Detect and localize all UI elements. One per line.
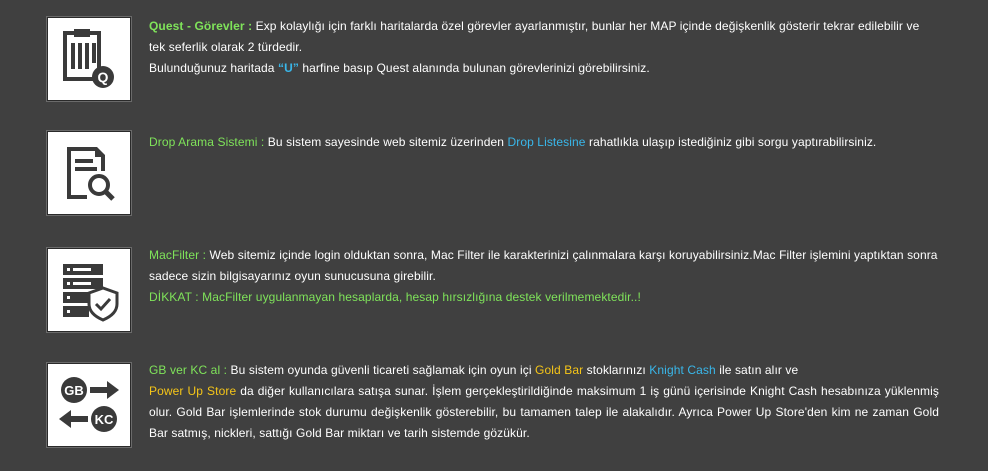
- drop-description: [149, 132, 939, 153]
- kc-label: KC: [94, 412, 114, 427]
- macfilter-warning: DİKKAT : MacFilter uygulanmayan hesaplarda, hesap hırsızlığına destek verilmemektedir..!: [149, 290, 641, 304]
- macfilter-text: Web sitemiz içinde login olduktan sonra, Mac Filter ile karakterinizi çalınmalara karşı koruyabilirsiniz.Mac Filter işlemini yaptıktan sonra sadece sizin bilgisayarınız oyun sunucusuna girebilir.: [149, 248, 938, 283]
- quest-text-3: harfine basıp Quest alanında bulunan görevlerinizi görebilirsiniz.: [298, 61, 650, 75]
- svg-text:Q: Q: [97, 69, 109, 85]
- document-search-icon: [57, 141, 121, 205]
- gbkc-text-4: da diğer kullanıcılara satışa sunar. İşlem gerçekleştirildiğinde maksimum 1 iş günü içerisinde Knight Cash hesabınıza yüklenmiş olur. Gold Bar işlemlerinde stok durumu değişkenlik gösterebilir, bu tamamen talep ile alakalıdır. Ayrıca Power Up Store'den kim ne zaman Gold Bar satmış, nickleri, sattığı Gold Bar miktarı ve tarih sistemde gözükür.: [149, 384, 939, 440]
- drop-list-link[interactable]: Drop Listesine: [507, 135, 586, 149]
- gbkc-description: [149, 360, 939, 444]
- drop-text-2: rahatlıkla ulaşıp istediğiniz gibi sorgu yaptırabilirsiniz.: [585, 135, 877, 149]
- quest-icon-box: [47, 17, 131, 101]
- drop-icon-box: [47, 131, 131, 215]
- quest-text: Exp kolaylığı için farklı haritalarda özel görevler ayarlanmıştır, bunlar her MAP içinde değişkenlik gösterir tekrar edilebilir ve tek seferlik olarak 2 türdedir.: [149, 19, 920, 54]
- knight-cash-label: Knight Cash: [649, 363, 716, 377]
- quest-description: [149, 16, 939, 79]
- server-shield-icon: [57, 258, 121, 322]
- gbkc-text-3: ile satın alır ve: [715, 363, 799, 377]
- drop-title: Drop Arama Sistemi :: [149, 135, 265, 149]
- drop-text-1: Bu sistem sayesinde web sitemiz üzerinden: [264, 135, 508, 149]
- quest-key: “U”: [277, 61, 299, 75]
- clipboard-q-icon: [57, 27, 121, 91]
- gb-label: GB: [64, 383, 84, 398]
- gb-kc-exchange-icon: [57, 373, 121, 437]
- macfilter-icon-box: [47, 248, 131, 332]
- gbkc-title: GB ver KC al :: [149, 363, 228, 377]
- power-up-store-label: Power Up Store: [149, 384, 237, 398]
- gbkc-text-2: stoklarınızı: [583, 363, 650, 377]
- quest-text-2: Bulunduğunuz haritada: [149, 61, 278, 75]
- macfilter-title: MacFilter :: [149, 248, 207, 262]
- gbkc-icon-box: [47, 363, 131, 447]
- gold-bar-label: Gold Bar: [535, 363, 584, 377]
- macfilter-description: [149, 245, 939, 308]
- gbkc-text-1: Bu sistem oyunda güvenli ticareti sağlamak için oyun içi: [227, 363, 536, 377]
- quest-title: Quest - Görevler :: [149, 19, 253, 33]
